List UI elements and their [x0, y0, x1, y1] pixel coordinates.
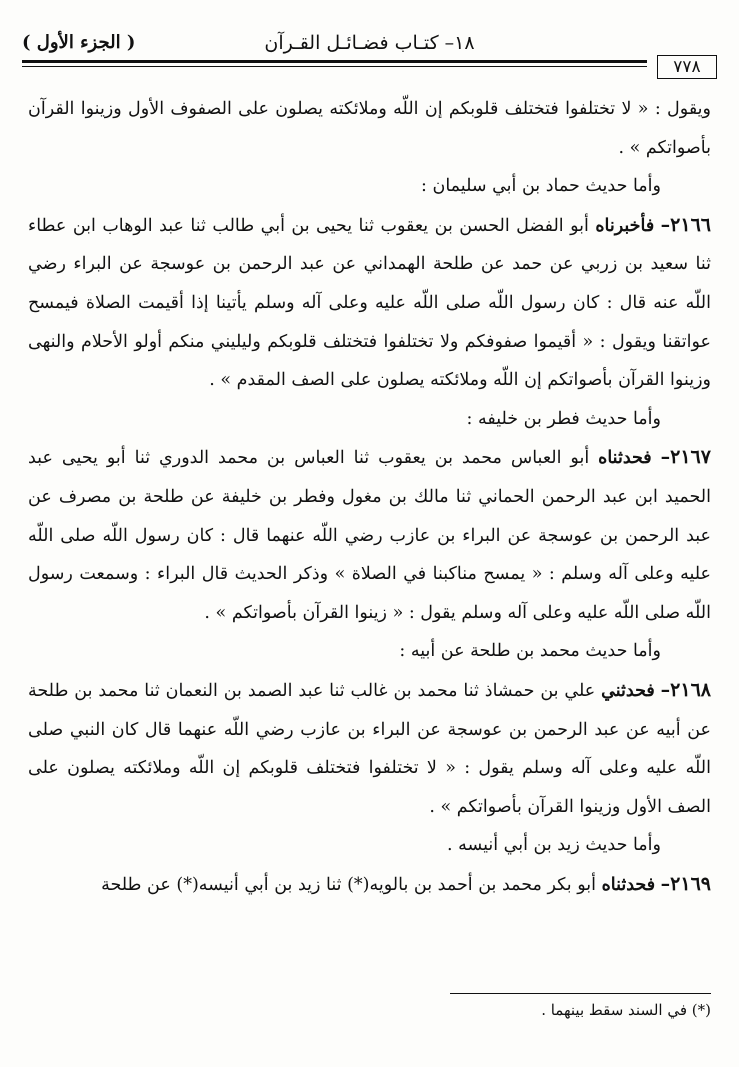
- page-number: ٧٧٨: [657, 55, 717, 79]
- section-heading: وأما حديث فطر بن خليفه :: [466, 408, 661, 429]
- hadith-lead: فأخبرناه: [595, 215, 655, 236]
- hadith-text: أبو العباس محمد بن يعقوب ثنا العباس بن محمد الدوري ثنا أبو يحيى عبد الحميد ابن عبد الرحمن الحماني ثنا مالك بن مغول وفطر بن خليفة عن طلحة بن مصرف عن عبد الرحمن بن عوسجة عن البراء بن عازب رضي اللّه عنهما قال : كان رسول اللّه صلى اللّه عليه وعلى آله وسلم : « يمسح مناكبنا في الصلاة » وذكر الحديث قال البراء : وسمعت رسول اللّه صلى اللّه عليه وعلى آله وسلم يقول : « زينوا القرآن بأصواتكم » .: [28, 448, 711, 623]
- hadith-text: أبو بكر محمد بن أحمد بن بالويه(*) ثنا زيد بن أبي أنيسه(*) عن طلحة: [101, 874, 597, 895]
- hadith-entry: [28, 671, 711, 826]
- header-rule-thick: [22, 60, 647, 63]
- header-rule-thin: [22, 66, 647, 67]
- page-body: [28, 90, 711, 904]
- hadith-entry: [28, 206, 711, 400]
- footnote-rule: [450, 993, 711, 994]
- hadith-text: علي بن حمشاذ ثنا محمد بن غالب ثنا عبد الصمد بن النعمان ثنا محمد بن طلحة عن أبيه عن عبد الرحمن بن عوسجة عن البراء بن عازب رضي اللّه عنهما قال كان النبي صلى اللّه عليه وعلى آله وسلم يقول : « لا تختلفوا فتختلف قلوبكم إن اللّه وملائكته يصلون على الصف الأول وزينوا القرآن بأصواتكم » .: [28, 680, 711, 817]
- hadith-number: ٢١٦٧–: [660, 446, 711, 469]
- hadith-number: ٢١٦٩–: [660, 872, 711, 895]
- hadith-lead: فحدثناه: [598, 448, 652, 469]
- section-heading: وأما حديث حماد بن أبي سليمان :: [421, 176, 661, 197]
- hadith-number: ٢١٦٦–: [660, 213, 711, 236]
- hadith-text: أبو الفضل الحسن بن يعقوب ثنا يحيى بن أبي طالب ثنا عبد الوهاب ابن عطاء ثنا سعيد بن زربي عن حمد عن طلحة الهمداني عن عبد الرحمن بن عوسجة عن البراء رضي اللّه عنه قال : كان رسول اللّه صلى اللّه عليه وعلى آله وسلم يأتينا إذا أقيمت الصلاة فيمسح عواتقنا ويقول : « أقيموا صفوفكم ولا تختلفوا فتختلف قلوبكم وليليني منكم أولو الأحلام والنهى وزينوا القرآن بأصواتكم إن اللّه وملائكته يصلون على الصف المقدم » .: [28, 215, 711, 391]
- hadith-number: ٢١٦٨–: [660, 678, 711, 701]
- page-header: [22, 30, 717, 60]
- hadith-entry: [28, 438, 711, 632]
- footnote: (*) في السند سقط بينهما .: [541, 1001, 711, 1019]
- hadith-lead: فحدثناه: [601, 874, 656, 895]
- hadith-lead: فحدثني: [601, 680, 655, 701]
- section-heading: وأما حديث زيد بن أبي أنيسه .: [446, 835, 661, 856]
- volume-label: ( الجزء الأول ): [22, 32, 136, 53]
- section-heading: وأما حديث محمد بن طلحة عن أبيه :: [399, 641, 661, 662]
- hadith-entry: [28, 865, 711, 905]
- paragraph: ويقول : « لا تختلفوا فتختلف قلوبكم إن اللّه وملائكته يصلون على الصفوف الأول وزينوا القرآن بأصواتكم » .: [28, 99, 711, 158]
- chapter-title: ١٨– كتـاب فضـائـل القـرآن: [264, 32, 475, 54]
